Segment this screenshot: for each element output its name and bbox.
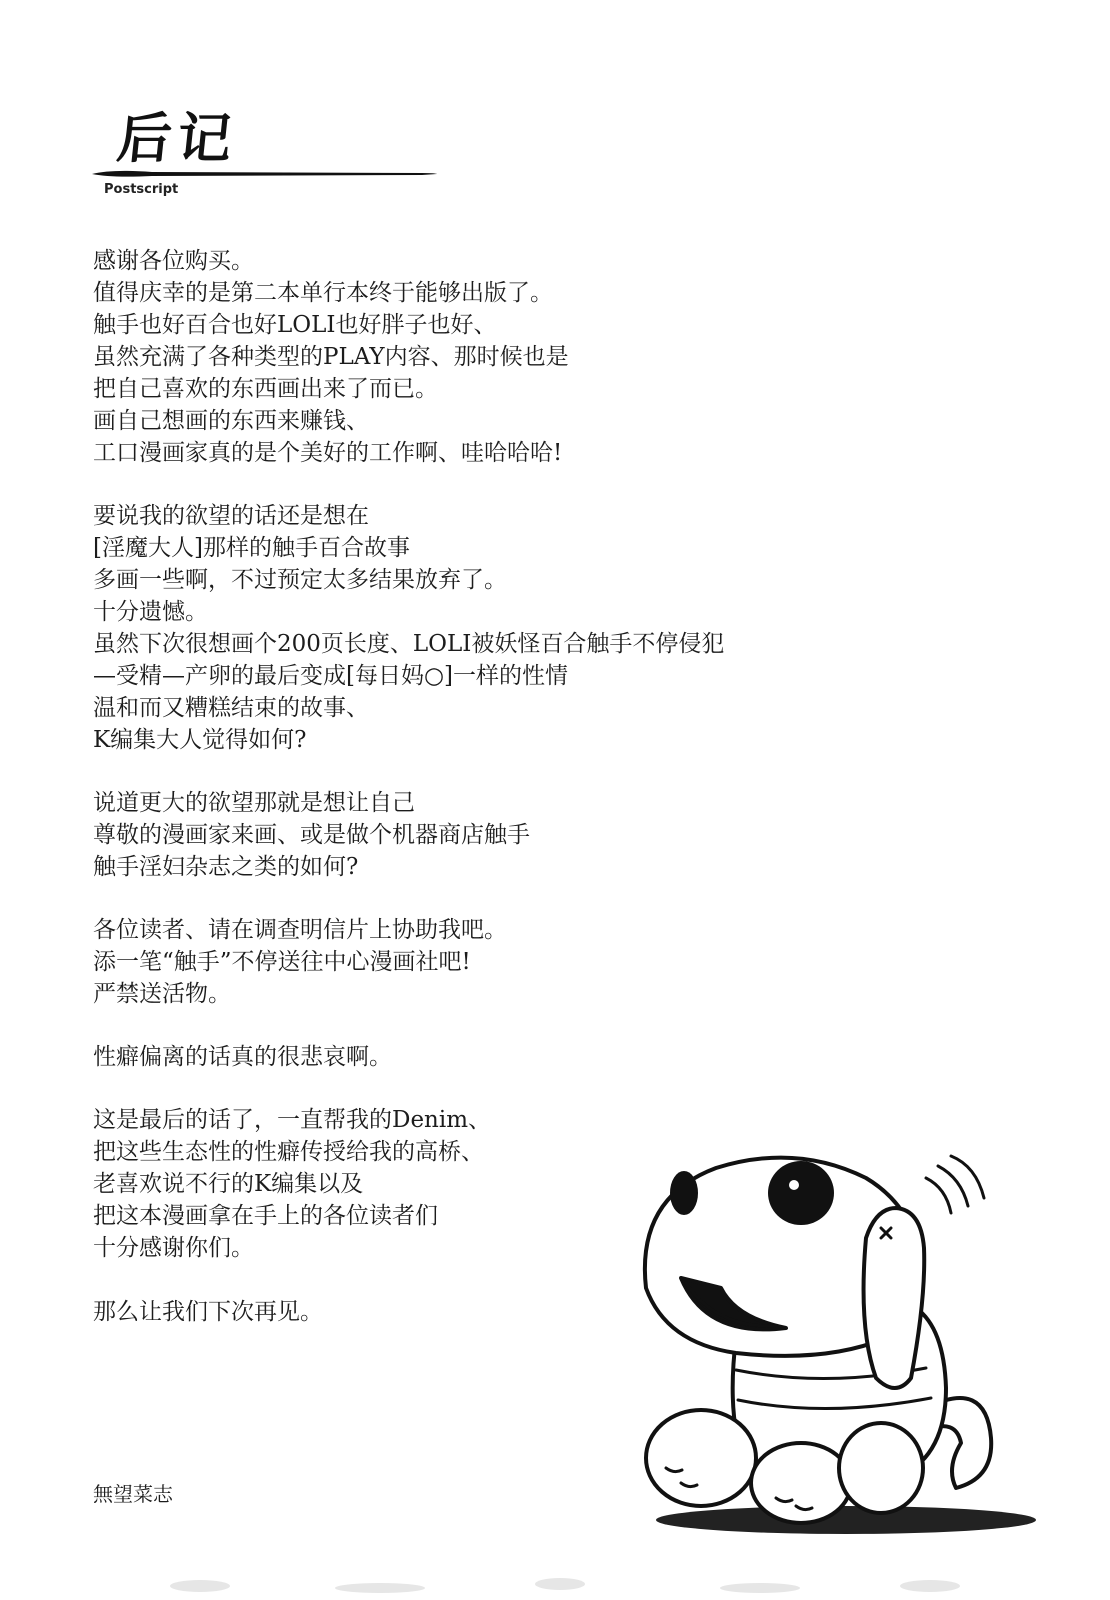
text-line: 把这些生态性的性癖传授给我的高桥、 xyxy=(93,1139,484,1165)
paragraph-4 xyxy=(93,914,507,1010)
author-signature: 無望菜志 xyxy=(93,1482,173,1506)
page-subtitle: Postscript xyxy=(104,182,179,197)
text-line: [淫魔大人]那样的触手百合故事 xyxy=(93,535,410,561)
turtle-mascot-icon xyxy=(626,1138,1056,1550)
text-line: 十分感谢你们。 xyxy=(93,1235,254,1261)
paragraph-6 xyxy=(93,1104,491,1264)
text-line: 老喜欢说不行的K编集以及 xyxy=(93,1171,364,1197)
paragraph-3 xyxy=(93,787,530,883)
text-line: 虽然充满了各种类型的PLAY内容、那时候也是 xyxy=(93,344,569,370)
text-line: 虽然下次很想画个200页长度、LOLI被妖怪百合触手不停侵犯 xyxy=(93,631,725,657)
text-line: 触手淫妇杂志之类的如何? xyxy=(93,854,359,880)
text-line: 触手也好百合也好LOLI也好胖子也好、 xyxy=(93,312,497,338)
text-line: 各位读者、请在调查明信片上协助我吧。 xyxy=(93,917,507,943)
brush-stroke-divider xyxy=(92,168,437,178)
text-line: 性癖偏离的话真的很悲哀啊。 xyxy=(93,1044,392,1070)
text-line: 尊敬的漫画家来画、或是做个机器商店触手 xyxy=(93,822,530,848)
text-line: 说道更大的欲望那就是想让自己 xyxy=(93,790,415,816)
text-line: 添一笔“触手”不停送往中心漫画社吧! xyxy=(93,949,471,975)
text-line: 十分遗憾。 xyxy=(93,599,208,625)
text-line: 感谢各位购买。 xyxy=(93,248,254,274)
text-line: 把这本漫画拿在手上的各位读者们 xyxy=(93,1203,438,1229)
paragraph-1 xyxy=(93,245,569,469)
text-line: 工口漫画家真的是个美好的工作啊、哇哈哈哈! xyxy=(93,440,563,466)
text-line: 温和而又糟糕结束的故事、 xyxy=(93,695,369,721)
paragraph-7 xyxy=(93,1296,323,1328)
text-line: 画自己想画的东西来赚钱、 xyxy=(93,408,369,434)
paragraph-2 xyxy=(93,500,724,756)
paragraph-5 xyxy=(93,1041,392,1073)
text-line: 这是最后的话了，一直帮我的Denim、 xyxy=(93,1107,492,1133)
text-line: —受精—产卵的最后变成[每日妈○]一样的性情 xyxy=(93,663,569,689)
text-line: K编集大人觉得如何? xyxy=(93,727,307,753)
text-line: 那么让我们下次再见。 xyxy=(93,1299,323,1325)
bottom-smudge-decoration xyxy=(0,1566,1110,1600)
text-line: 严禁送活物。 xyxy=(93,981,231,1007)
page-title: 后记 xyxy=(114,107,241,170)
text-line: 把自己喜欢的东西画出来了而已。 xyxy=(93,376,438,402)
text-line: 值得庆幸的是第二本单行本终于能够出版了。 xyxy=(93,280,553,306)
text-line: 多画一些啊，不过预定太多结果放弃了。 xyxy=(93,567,507,593)
text-line: 要说我的欲望的话还是想在 xyxy=(93,503,369,529)
